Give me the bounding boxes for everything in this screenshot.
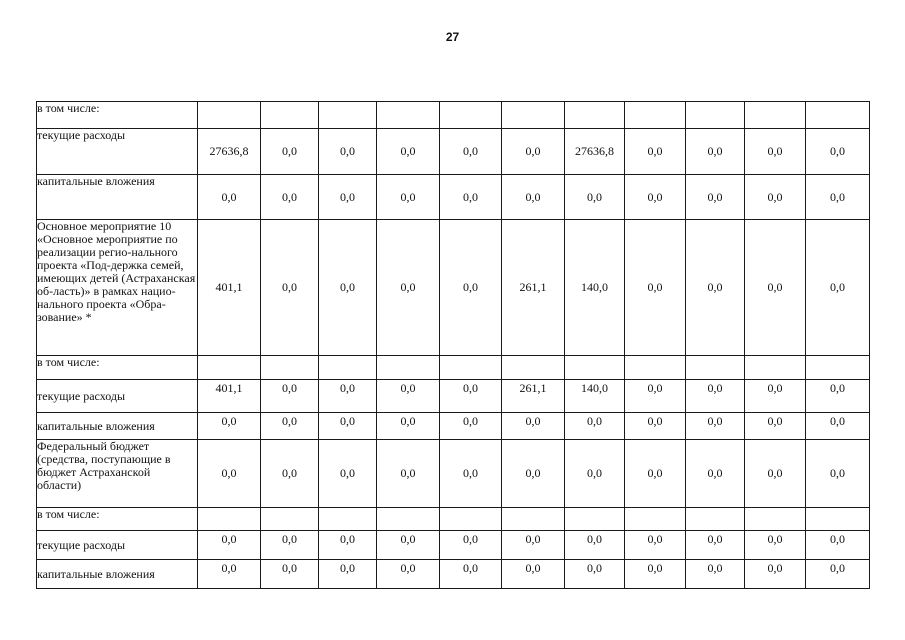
table-cell: 0,0 (502, 560, 565, 589)
table-cell: 0,0 (745, 440, 806, 508)
table-cell (686, 102, 745, 129)
table-cell: 401,1 (198, 380, 261, 413)
table-cell: 0,0 (319, 531, 377, 560)
table-cell: 0,0 (319, 220, 377, 356)
table-cell: 0,0 (198, 413, 261, 440)
table-row (37, 175, 870, 220)
table-cell (440, 508, 502, 531)
table-cell: 0,0 (261, 129, 319, 175)
table-row (37, 129, 870, 175)
table-cell (377, 356, 440, 380)
table-cell (565, 508, 625, 531)
table-row (37, 380, 870, 413)
table-cell (806, 508, 870, 531)
table-cell (625, 102, 686, 129)
row-label: текущие расходы (37, 380, 198, 413)
table-cell: 261,1 (502, 380, 565, 413)
table-cell: 401,1 (198, 220, 261, 356)
row-label: текущие расходы (37, 531, 198, 560)
table-cell: 0,0 (440, 440, 502, 508)
table-row (37, 508, 870, 531)
table-cell (377, 508, 440, 531)
table-cell (565, 356, 625, 380)
table-cell: 0,0 (686, 380, 745, 413)
table-cell: 140,0 (565, 220, 625, 356)
table-cell (502, 356, 565, 380)
table-cell: 0,0 (686, 531, 745, 560)
row-label: капитальные вложения (37, 413, 198, 440)
table-cell: 0,0 (502, 440, 565, 508)
table-cell (565, 102, 625, 129)
table-cell: 0,0 (377, 560, 440, 589)
table-cell: 0,0 (198, 531, 261, 560)
table-cell: 0,0 (806, 175, 870, 220)
table-cell: 140,0 (565, 380, 625, 413)
row-label: в том числе: (37, 356, 198, 380)
table-cell: 0,0 (319, 413, 377, 440)
table-cell: 0,0 (806, 220, 870, 356)
table-cell: 0,0 (686, 413, 745, 440)
table-cell: 0,0 (625, 380, 686, 413)
table-cell: 0,0 (502, 129, 565, 175)
table-cell: 0,0 (377, 413, 440, 440)
table-cell: 27636,8 (198, 129, 261, 175)
table-cell: 0,0 (565, 560, 625, 589)
table-cell: 0,0 (625, 413, 686, 440)
table-cell: 0,0 (806, 413, 870, 440)
row-label: в том числе: (37, 102, 198, 129)
table-cell (319, 356, 377, 380)
table-cell: 0,0 (686, 175, 745, 220)
table-cell (319, 508, 377, 531)
table-cell: 261,1 (502, 220, 565, 356)
table-cell: 0,0 (319, 129, 377, 175)
table-cell (686, 356, 745, 380)
row-label: капитальные вложения (37, 175, 198, 220)
row-label: Федеральный бюджет (средства, поступающие в бюджет Астраханской области) (37, 440, 198, 508)
table-cell: 0,0 (625, 220, 686, 356)
table-cell: 0,0 (261, 380, 319, 413)
table-cell: 0,0 (261, 413, 319, 440)
table-row (37, 102, 870, 129)
table-cell (625, 508, 686, 531)
table-cell (745, 508, 806, 531)
table-cell (806, 356, 870, 380)
table-cell (745, 102, 806, 129)
table-cell (198, 508, 261, 531)
table-cell: 0,0 (625, 440, 686, 508)
table-cell (261, 508, 319, 531)
table-cell: 0,0 (440, 220, 502, 356)
table-cell: 0,0 (686, 129, 745, 175)
table-cell (502, 508, 565, 531)
table-row (37, 413, 870, 440)
table-cell: 0,0 (625, 175, 686, 220)
table-cell: 0,0 (319, 440, 377, 508)
table-cell (198, 356, 261, 380)
budget-table (36, 101, 870, 589)
table-cell: 0,0 (502, 531, 565, 560)
table-cell: 0,0 (198, 560, 261, 589)
table-cell: 0,0 (745, 175, 806, 220)
row-label: в том числе: (37, 508, 198, 531)
table-cell: 0,0 (319, 380, 377, 413)
table-cell: 0,0 (261, 440, 319, 508)
table-cell (319, 102, 377, 129)
table-cell (261, 102, 319, 129)
table-cell (440, 102, 502, 129)
table-cell (806, 102, 870, 129)
table-cell (377, 102, 440, 129)
table-cell: 0,0 (261, 220, 319, 356)
table-row (37, 560, 870, 589)
table-cell: 0,0 (806, 440, 870, 508)
table-cell: 0,0 (261, 531, 319, 560)
table-cell: 0,0 (565, 440, 625, 508)
table-cell: 0,0 (625, 531, 686, 560)
table-cell: 0,0 (261, 175, 319, 220)
table-cell: 0,0 (745, 560, 806, 589)
row-label: капитальные вложения (37, 560, 198, 589)
table-cell (261, 356, 319, 380)
table-cell (686, 508, 745, 531)
table-cell: 0,0 (377, 380, 440, 413)
table-cell: 0,0 (806, 129, 870, 175)
table-cell: 0,0 (261, 560, 319, 589)
table-cell: 0,0 (806, 531, 870, 560)
table-cell: 0,0 (377, 440, 440, 508)
table-cell (440, 356, 502, 380)
table-cell: 0,0 (377, 175, 440, 220)
table-cell: 0,0 (745, 380, 806, 413)
table-cell: 0,0 (565, 531, 625, 560)
table-cell: 0,0 (565, 413, 625, 440)
table-cell: 0,0 (440, 129, 502, 175)
table-cell: 0,0 (319, 175, 377, 220)
table-row (37, 220, 870, 356)
row-label: Основное мероприятие 10 «Основное мероприятие по реализации регио-нального проекта «Под-держка семей, имеющих детей (Астраханская об-ласть)» в рамках нацио-нального проекта «Обра-зование» * (37, 220, 198, 356)
table-cell: 0,0 (502, 413, 565, 440)
table-cell: 27636,8 (565, 129, 625, 175)
table-cell: 0,0 (319, 560, 377, 589)
table-cell (502, 102, 565, 129)
table-cell: 0,0 (745, 413, 806, 440)
table-cell (625, 356, 686, 380)
table-cell: 0,0 (565, 175, 625, 220)
table-cell: 0,0 (686, 220, 745, 356)
page-number: 27 (445, 30, 460, 44)
table-row (37, 531, 870, 560)
table-cell: 0,0 (625, 129, 686, 175)
table-cell: 0,0 (625, 560, 686, 589)
table-cell: 0,0 (440, 531, 502, 560)
table-row (37, 440, 870, 508)
table-cell: 0,0 (745, 531, 806, 560)
row-label: текущие расходы (37, 129, 198, 175)
table-cell: 0,0 (806, 560, 870, 589)
table-cell: 0,0 (686, 440, 745, 508)
table-cell: 0,0 (440, 560, 502, 589)
table-cell: 0,0 (686, 560, 745, 589)
table-cell: 0,0 (440, 413, 502, 440)
table-cell: 0,0 (377, 129, 440, 175)
table-row (37, 356, 870, 380)
table-cell: 0,0 (502, 175, 565, 220)
table-cell: 0,0 (198, 175, 261, 220)
table-cell: 0,0 (440, 175, 502, 220)
table-cell (198, 102, 261, 129)
table-cell: 0,0 (806, 380, 870, 413)
table-cell: 0,0 (377, 531, 440, 560)
table-cell: 0,0 (745, 129, 806, 175)
table-cell: 0,0 (377, 220, 440, 356)
table-cell: 0,0 (745, 220, 806, 356)
table-cell: 0,0 (198, 440, 261, 508)
table-cell: 0,0 (440, 380, 502, 413)
table-cell (745, 356, 806, 380)
